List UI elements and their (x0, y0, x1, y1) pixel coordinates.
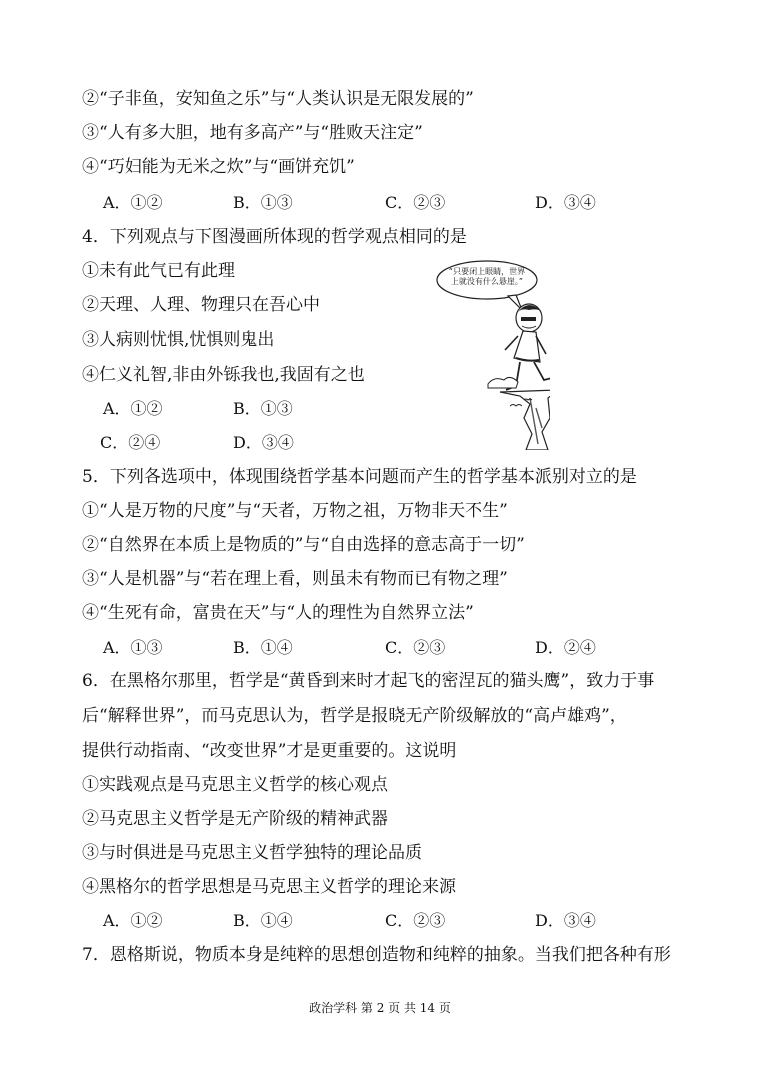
q4-item-2: ②天理、人理、物理只在吾心中 (82, 295, 320, 315)
q5-item-1: ①“人是万物的尺度”与“天者，万物之祖，万物非天不生” (82, 501, 508, 521)
q4-option-c[interactable]: C．②④ (100, 433, 161, 452)
q6-stem-line-1: 6．在黑格尔那里，哲学是“黄昏到来时才起飞的密涅瓦的猫头鹰”，致力于事 (82, 671, 655, 691)
q5-option-b[interactable]: B．①④ (233, 638, 293, 657)
q6-option-c[interactable]: C．②③ (385, 911, 446, 930)
q6-item-3: ③与时俱进是马克思主义哲学独特的理论品质 (82, 843, 422, 863)
q7-stem: 7．恩格斯说，物质本身是纯粹的思想创造物和纯粹的抽象。当我们把各种有形 (82, 945, 671, 965)
q5-options (103, 637, 703, 659)
page-footer: 政治学科 第 2 页 共 14 页 (309, 1001, 451, 1015)
q6-option-a[interactable]: A．①② (103, 911, 163, 930)
q5-item-3: ③“人是机器”与“若在理上看，则虽未有物而已有物之理” (82, 569, 508, 589)
q5-stem: 5．下列各选项中，体现围绕哲学基本问题而产生的哲学基本派别对立的是 (82, 467, 637, 487)
q5-item-4: ④“生死有命，富贵在天”与“人的理性为自然界立法” (82, 603, 474, 623)
q4-item-1: ①未有此气已有此理 (82, 261, 235, 281)
q3-option-d[interactable]: D．③④ (535, 193, 596, 212)
q6-options (103, 910, 703, 932)
q6-option-b[interactable]: B．①④ (233, 911, 293, 930)
q5-option-d[interactable]: D．②④ (535, 638, 596, 657)
q6-stem-line-3: 提供行动指南、“改变世界”才是更重要的。这说明 (82, 741, 457, 761)
q4-item-4: ④仁义礼智,非由外铄我也,我固有之也 (82, 365, 365, 385)
q4-option-d[interactable]: D．③④ (233, 433, 294, 452)
q4-option-b[interactable]: B．①③ (233, 399, 293, 418)
q4-item-3: ③人病则忧惧,忧惧则鬼出 (82, 330, 275, 350)
q6-stem-line-2: 后“解释世界”，而马克思认为，哲学是报晓无产阶级解放的“高卢雄鸡”， (82, 706, 627, 726)
q6-item-4: ④黑格尔的哲学思想是马克思主义哲学的理论来源 (82, 877, 456, 897)
q3-item-2: ②“子非鱼，安知鱼之乐”与“人类认识是无限发展的” (82, 89, 474, 109)
q6-option-d[interactable]: D．③④ (535, 911, 596, 930)
q4-options-row-1 (103, 398, 403, 420)
q5-option-a[interactable]: A．①③ (103, 638, 163, 657)
q3-option-b[interactable]: B．①③ (233, 193, 293, 212)
q5-item-2: ②“自然界在本质上是物质的”与“自由选择的意志高于一切” (82, 535, 525, 555)
q3-option-a[interactable]: A．①② (103, 193, 163, 212)
q4-options-row-2 (100, 432, 400, 454)
q3-options (103, 192, 703, 214)
q6-item-2: ②马克思主义哲学是无产阶级的精神武器 (82, 809, 388, 829)
q4-stem: 4．下列观点与下图漫画所体现的哲学观点相同的是 (82, 227, 467, 247)
q5-option-c[interactable]: C．②③ (385, 638, 446, 657)
cartoon-illustration (430, 258, 550, 450)
q3-item-3: ③“人有多大胆，地有多高产”与“胜败天注定” (82, 123, 423, 143)
q4-option-a[interactable]: A．①② (103, 399, 163, 418)
cartoon-caption: “只要闭上眼睛，世界上就没有什么悬崖。” (448, 267, 526, 286)
q6-item-1: ①实践观点是马克思主义哲学的核心观点 (82, 775, 388, 795)
q3-option-c[interactable]: C．②③ (385, 193, 446, 212)
q3-item-4: ④“巧妇能为无米之炊”与“画饼充饥” (82, 157, 355, 177)
